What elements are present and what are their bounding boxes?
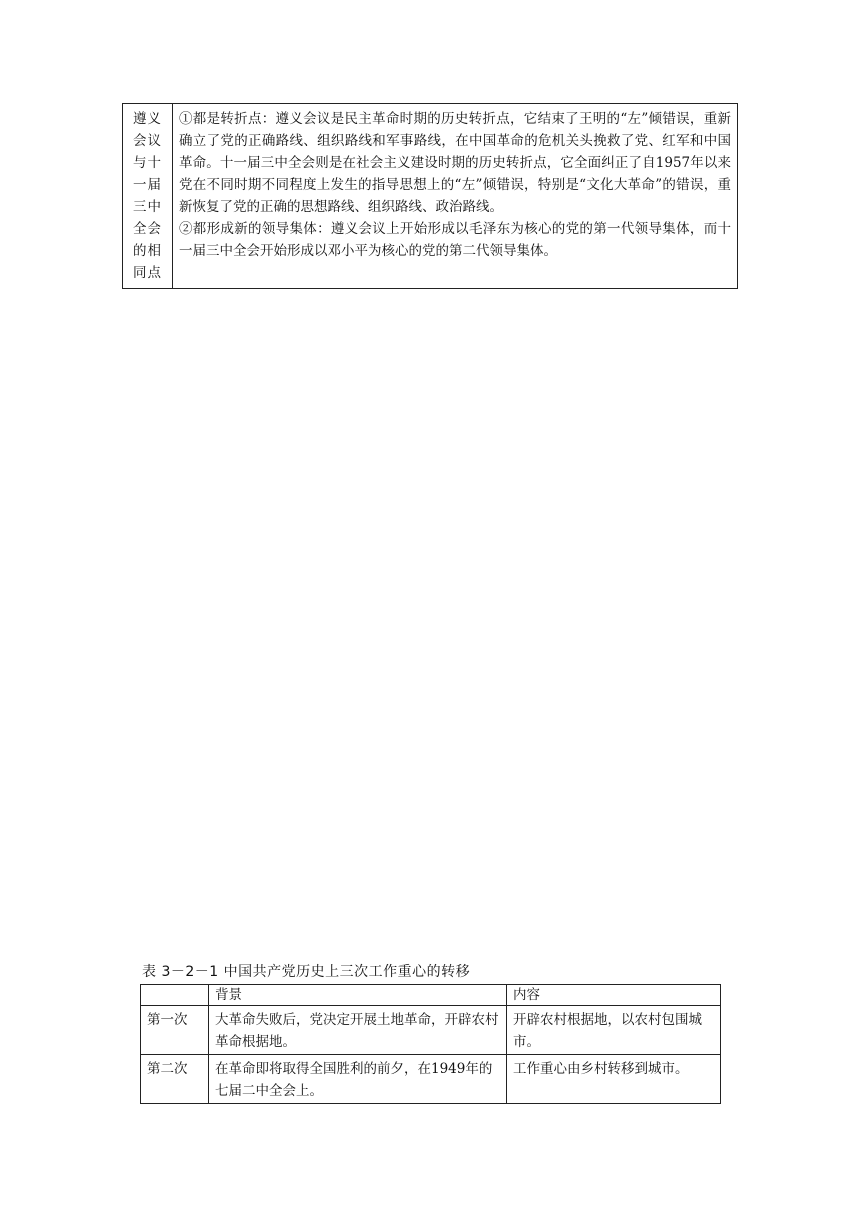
table-row (123, 104, 738, 289)
table-caption: 表 3－2－1 中国共产党历史上三次工作重心的转移 (142, 964, 471, 980)
table-row (141, 1055, 721, 1104)
content-cell: 工作重心由乡村转移到城市。 (507, 1055, 721, 1104)
row-label-line: 与十 (133, 155, 162, 171)
table-row (141, 1006, 721, 1055)
row-label-cell (123, 104, 173, 289)
header-cell-content: 内容 (507, 985, 721, 1006)
work-focus-table (140, 984, 721, 1104)
row-label-line: 全会 (133, 221, 162, 237)
header-cell-blank (141, 985, 209, 1006)
row-label-line: 的相 (133, 243, 162, 259)
row-label-line: 一届 (133, 177, 162, 193)
content-cell (173, 104, 738, 289)
content-cell: 开辟农村根据地，以农村包围城市。 (507, 1006, 721, 1055)
point-leadership: ②都形成新的领导集体：遵义会议上开始形成以毛泽东为核心的党的第一代领导集体，而十一届三中全会开始形成以邓小平为核心的党的第二代领导集体。 (179, 221, 731, 259)
row-label-line: 遵义 (133, 111, 162, 127)
row-label-line: 同点 (133, 265, 162, 281)
row-label-line: 三中 (133, 199, 162, 215)
row-label-line: 会议 (133, 133, 162, 149)
background-cell: 在革命即将取得全国胜利的前夕，在1949年的七届二中全会上。 (209, 1055, 507, 1104)
row-label: 第二次 (141, 1055, 209, 1104)
background-cell: 大革命失败后，党决定开展土地革命，开辟农村革命根据地。 (209, 1006, 507, 1055)
header-cell-background: 背景 (209, 985, 507, 1006)
point-turning-point: ①都是转折点：遵义会议是民主革命时期的历史转折点，它结束了王明的“左”倾错误，重新确立了党的正确路线、组织路线和军事路线，在中国革命的危机关头挽救了党、红军和中国革命。十一届三中全会则是在社会主义建设时期的历史转折点，它全面纠正了自1957年以来党在不同时期不同程度上发生的指导思想上的“左”倾错误，特别是“文化大革命”的错误，重新恢复了党的正确的思想路线、组织路线、政治路线。 (179, 111, 731, 215)
comparison-table (122, 103, 738, 289)
table-header-row (141, 985, 721, 1006)
row-label: 第一次 (141, 1006, 209, 1055)
